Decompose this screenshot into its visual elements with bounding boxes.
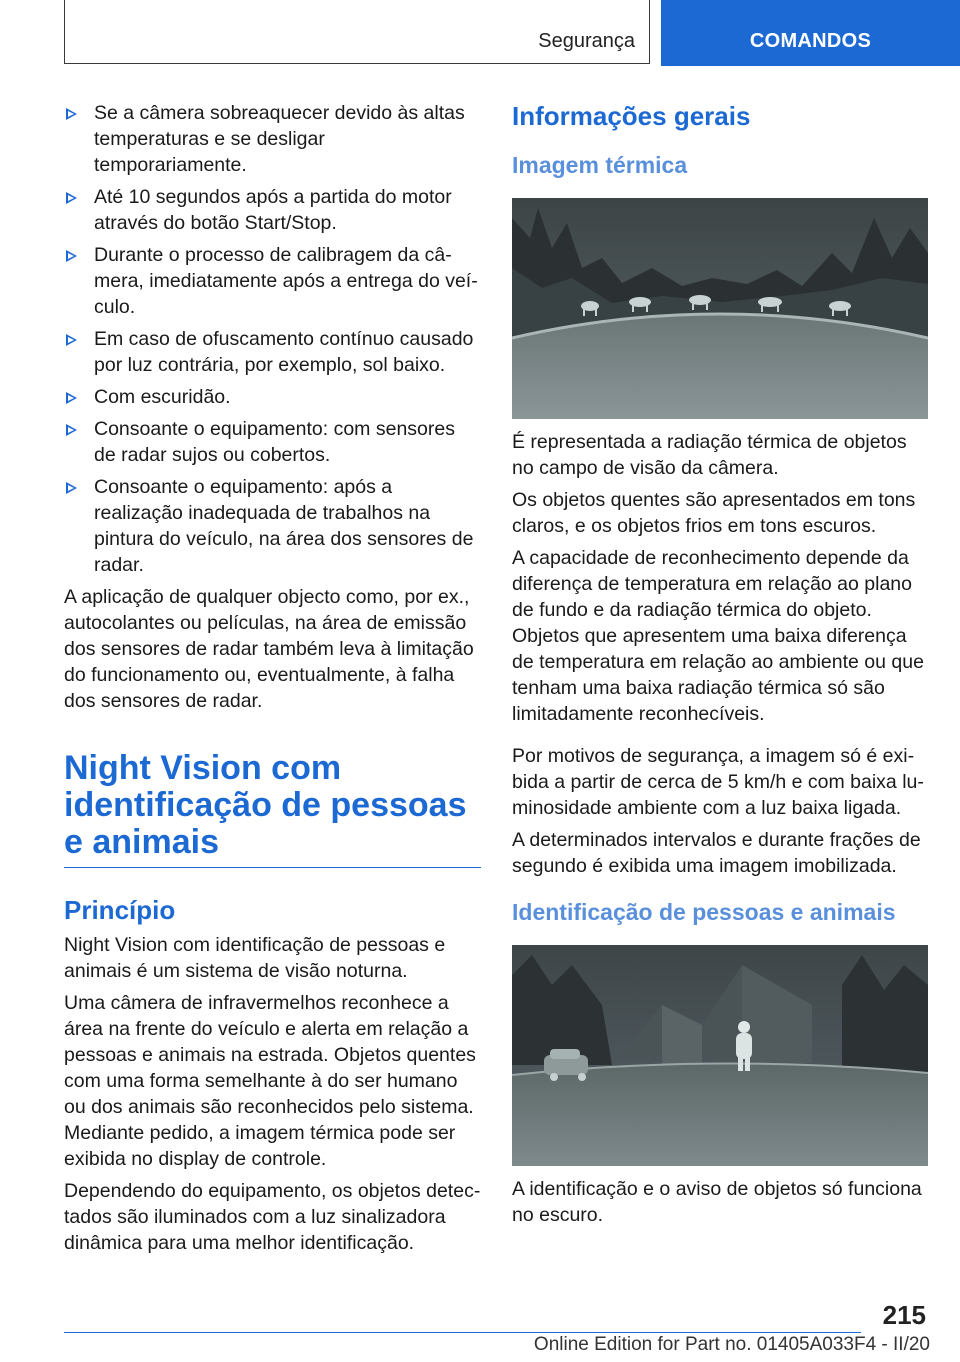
general-info-heading: Informações gerais — [512, 101, 751, 131]
bullet-triangle-icon — [66, 192, 77, 204]
right-column — [512, 100, 928, 1234]
principle-paragraph: Dependendo do equipamento, os objetos detectados são iluminados com a luz sinalizadora dinâmica para uma melhor identificação. — [64, 1180, 481, 1254]
header-section-box — [64, 0, 650, 64]
principle-paragraph: Night Vision com identificação de pessoas e animais é um sistema de visão noturna. — [64, 934, 446, 982]
header-chapter-title: COMANDOS — [749, 30, 872, 52]
thermal-paragraph: A capacidade de reconhecimento depende da diferença de temperatura em relação ao plano de fundo e da radiação térmica do objeto. Objetos que apresentem uma baixa diferença de temperatura em relação ao ambiente ou que tenham uma baixa radiação térmica só são limitadamente reconhecíveis. — [512, 547, 924, 725]
list-item: Durante o processo de calibragem da câmera, imediatamente após a entrega do veículo. — [64, 242, 481, 320]
list-item: Se a câmera sobreaquecer devido às altas temperaturas e se desligar temporariamente. — [64, 100, 481, 178]
list-item: Com escuridão. — [64, 384, 481, 410]
list-item: Até 10 segundos após a partida do motor através do botão Start/Stop. — [64, 184, 481, 236]
thermal-image-heading: Imagem térmica — [512, 152, 688, 178]
thermal-paragraph: É representada a radiação térmica de objetos no campo de visão da câmera. — [512, 431, 907, 479]
thermal-paragraph: Por motivos de segurança, a imagem só é exibida a partir de cerca de 5 km/h e com baixa luminosidade ambiente com a luz baixa ligada. — [512, 745, 924, 819]
limitation-bullet-list — [64, 100, 481, 578]
bullet-triangle-icon — [66, 482, 77, 494]
principle-heading: Princípio — [64, 895, 176, 925]
header-chapter-tab[interactable] — [661, 0, 960, 66]
page-number: 215 — [882, 1300, 926, 1330]
bullet-triangle-icon — [66, 250, 77, 262]
list-item: Consoante o equipamento: com sensores de radar sujos ou cobertos. — [64, 416, 481, 468]
sticker-warning-paragraph: A aplicação de qualquer objecto como, por ex., autocolantes ou películas, na área de emissão dos sensores de radar também leva à limitação do funcionamento ou, eventualmente, à falha dos sensores de radar. — [64, 586, 474, 712]
main-title-block — [64, 750, 481, 868]
main-title: Night Vision com identificação de pessoas e animais — [64, 749, 467, 861]
thermal-paragraph: A determinados intervalos e durante frações de segundo é exibida uma imagem imobilizada. — [512, 829, 921, 877]
header-section-title: Segurança — [538, 30, 635, 52]
thermal-image-pedestrian-figure — [512, 945, 928, 1166]
identification-paragraph: A identificação e o aviso de objetos só funciona no escuro. — [512, 1178, 922, 1226]
identification-heading: Identificação de pessoas e animais — [512, 899, 896, 925]
thermal-paragraph: Os objetos quentes são apresentados em tons claros, e os objetos frios em tons escuros. — [512, 489, 916, 537]
bullet-triangle-icon — [66, 334, 77, 346]
footer-rule — [64, 1332, 861, 1333]
bullet-triangle-icon — [66, 424, 77, 436]
list-item: Consoante o equipamento: após a realização inadequada de trabalhos na pintura do veículo, na área dos sensores de radar. — [64, 474, 481, 578]
list-item: Em caso de ofuscamento contínuo causado por luz contrária, por exemplo, sol baixo. — [64, 326, 481, 378]
thermal-image-animals-figure — [512, 198, 928, 419]
bullet-triangle-icon — [66, 108, 77, 120]
principle-paragraph: Uma câmera de infravermelhos reconhece a área na frente do veículo e alerta em relação a pessoas e animais na estrada. Objetos quentes com uma forma semelhante à do ser humano ou dos animais são reconhecidos pelo sistema. Mediante pedido, a imagem térmica pode ser exibida no display de controle. — [64, 992, 476, 1170]
footer-edition-text: Online Edition for Part no. 01405A033F4 - II/20 — [533, 1334, 930, 1355]
bullet-triangle-icon — [66, 392, 77, 404]
left-column — [64, 100, 481, 1262]
